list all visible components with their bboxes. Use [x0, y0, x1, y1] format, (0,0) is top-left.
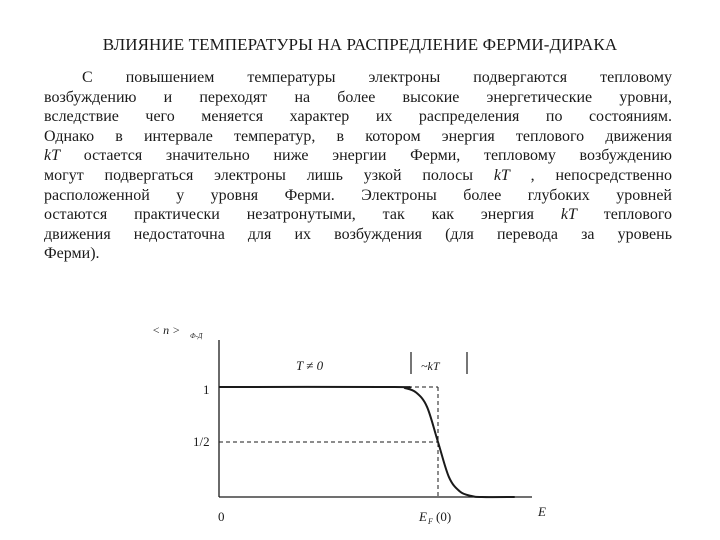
fermi-energy-arg: (0) [436, 509, 452, 524]
paragraph-line: Однако в интервале температур, в котором энергия теплового движения [44, 127, 672, 145]
paragraph-line: вследствие чего меняется характер их распределения по состояниям. [44, 108, 672, 126]
paragraph-line: возбуждению и переходят на более высокие энергетические уровни, [44, 88, 672, 106]
paragraph-line-text: остается значительно ниже энергии Ферми, тепловому возбуждению [83, 147, 673, 165]
paragraph-line-text: теплового [603, 206, 673, 224]
fermi-energy-label: E [419, 509, 427, 524]
kt-symbol: kT [560, 206, 577, 224]
kt-symbol: kT [493, 166, 510, 184]
kt-symbol: kT [44, 147, 60, 165]
y-axis-label: < n > [152, 323, 181, 337]
paragraph-line-text: остаются практически незатронутыми, так как энергия [44, 206, 534, 224]
y-tick-label: 1 [203, 382, 210, 397]
temperature-condition: T ≠ 0 [296, 358, 324, 373]
y-axis-label-sub: Ф-Д [190, 332, 203, 340]
fermi-energy-sub: F [428, 517, 433, 526]
paragraph-line: движения недостаточна для их возбуждения (для перевода за уровень [44, 225, 672, 243]
paragraph-line: С повышением температуры электроны подвергаются тепловому [82, 69, 672, 86]
origin-label: 0 [218, 509, 225, 524]
y-tick-label: 1/2 [193, 434, 210, 449]
x-axis-label: E [538, 504, 546, 519]
paragraph-line-text: могут подвергаться электроны лишь узкой полосы [44, 166, 473, 184]
slide-title: ВЛИЯНИЕ ТЕМПЕРАТУРЫ НА РАСПРЕДЛЕНИЕ ФЕРМИ-ДИРАКА [102, 35, 618, 54]
kt-width-label: ~kT [421, 359, 440, 373]
paragraph-line-text: , непосредственно [530, 166, 673, 184]
paragraph-line: расположенной у уровня Ферми. Электроны более глубоких уровней [44, 186, 672, 204]
paragraph-line: Ферми). [44, 245, 100, 263]
